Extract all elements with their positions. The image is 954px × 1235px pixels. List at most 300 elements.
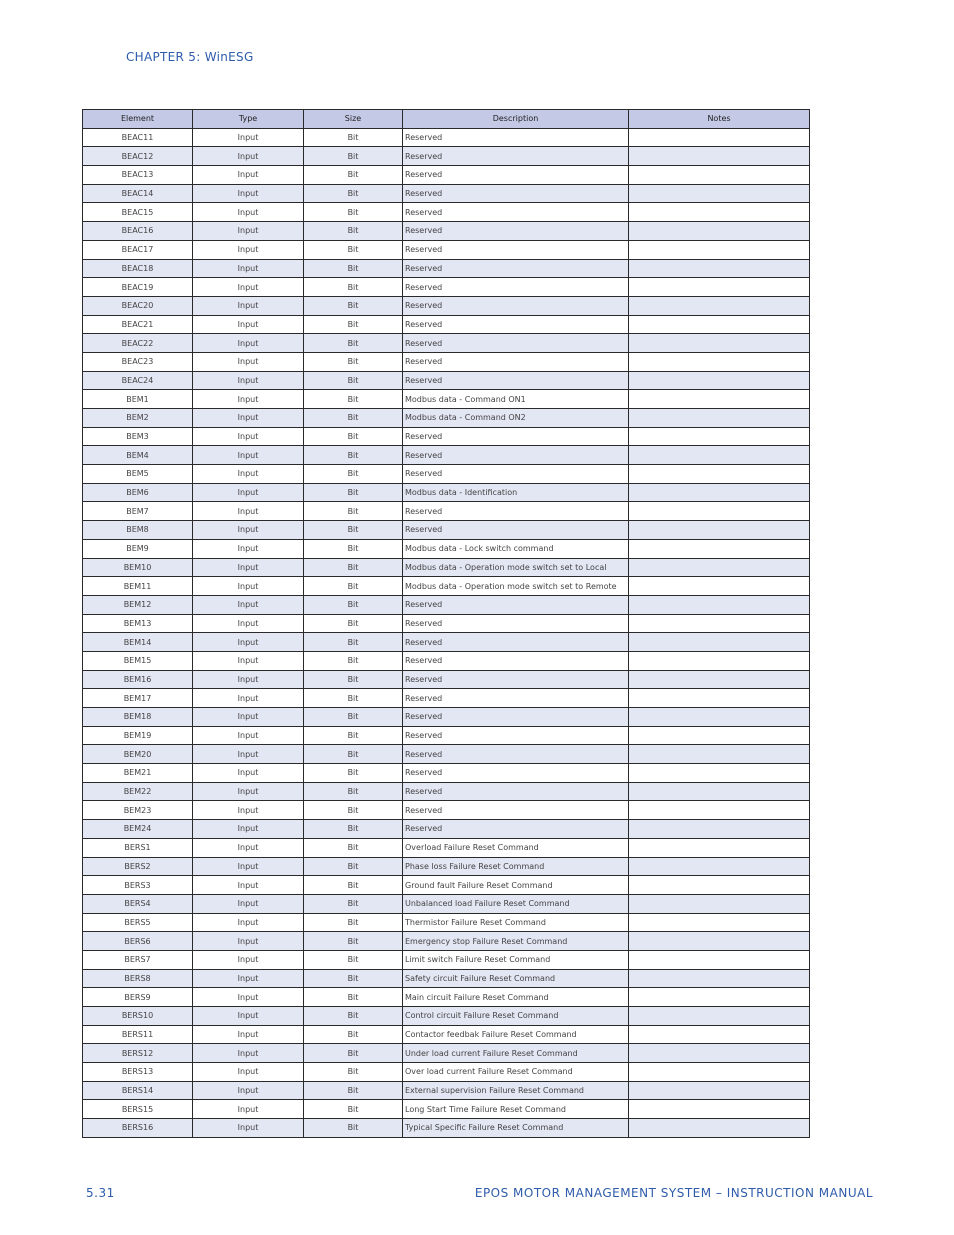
cell-description: Control circuit Failure Reset Command xyxy=(403,1007,629,1026)
cell-element: BEM3 xyxy=(83,427,193,446)
cell-element: BEM14 xyxy=(83,633,193,652)
cell-type: Input xyxy=(193,558,304,577)
table-row xyxy=(83,334,810,353)
cell-size: Bit xyxy=(304,913,403,932)
cell-element: BEM5 xyxy=(83,465,193,484)
cell-type: Input xyxy=(193,689,304,708)
cell-element: BEAC20 xyxy=(83,296,193,315)
table-row xyxy=(83,876,810,895)
cell-element: BERS3 xyxy=(83,876,193,895)
table-row xyxy=(83,446,810,465)
cell-element: BERS8 xyxy=(83,969,193,988)
table-row xyxy=(83,1044,810,1063)
cell-size: Bit xyxy=(304,334,403,353)
cell-type: Input xyxy=(193,764,304,783)
table-row xyxy=(83,502,810,521)
cell-notes xyxy=(629,334,810,353)
cell-description: Reserved xyxy=(403,670,629,689)
cell-element: BEM23 xyxy=(83,801,193,820)
cell-size: Bit xyxy=(304,521,403,540)
table-row xyxy=(83,633,810,652)
cell-notes xyxy=(629,1025,810,1044)
manual-title: EPOS MOTOR MANAGEMENT SYSTEM – INSTRUCTION MANUAL xyxy=(474,1186,873,1200)
cell-element: BEAC24 xyxy=(83,371,193,390)
cell-description: Reserved xyxy=(403,222,629,241)
cell-element: BEM13 xyxy=(83,614,193,633)
cell-notes xyxy=(629,595,810,614)
cell-type: Input xyxy=(193,352,304,371)
cell-type: Input xyxy=(193,240,304,259)
table-row xyxy=(83,969,810,988)
cell-notes xyxy=(629,614,810,633)
cell-type: Input xyxy=(193,1025,304,1044)
cell-type: Input xyxy=(193,708,304,727)
table-row xyxy=(83,1081,810,1100)
cell-type: Input xyxy=(193,427,304,446)
cell-description: Reserved xyxy=(403,166,629,185)
cell-type: Input xyxy=(193,651,304,670)
cell-size: Bit xyxy=(304,352,403,371)
cell-notes xyxy=(629,857,810,876)
cell-notes xyxy=(629,539,810,558)
table-row xyxy=(83,222,810,241)
cell-notes xyxy=(629,483,810,502)
cell-type: Input xyxy=(193,1044,304,1063)
table-row xyxy=(83,465,810,484)
cell-type: Input xyxy=(193,1081,304,1100)
cell-notes xyxy=(629,352,810,371)
cell-notes xyxy=(629,969,810,988)
table-row xyxy=(83,147,810,166)
cell-notes xyxy=(629,708,810,727)
cell-description: Modbus data - Operation mode switch set to Remote xyxy=(403,577,629,596)
cell-description: Reserved xyxy=(403,446,629,465)
cell-size: Bit xyxy=(304,577,403,596)
table-row xyxy=(83,483,810,502)
table-row xyxy=(83,1007,810,1026)
cell-description: Reserved xyxy=(403,334,629,353)
cell-size: Bit xyxy=(304,932,403,951)
table-header-row xyxy=(83,110,810,129)
cell-type: Input xyxy=(193,315,304,334)
cell-element: BEAC19 xyxy=(83,278,193,297)
table-row xyxy=(83,315,810,334)
cell-size: Bit xyxy=(304,539,403,558)
cell-description: Contactor feedbak Failure Reset Command xyxy=(403,1025,629,1044)
cell-type: Input xyxy=(193,1007,304,1026)
cell-description: Reserved xyxy=(403,651,629,670)
cell-element: BERS10 xyxy=(83,1007,193,1026)
table-row xyxy=(83,726,810,745)
cell-size: Bit xyxy=(304,633,403,652)
table-row xyxy=(83,1100,810,1119)
cell-size: Bit xyxy=(304,764,403,783)
cell-size: Bit xyxy=(304,1025,403,1044)
cell-description: Emergency stop Failure Reset Command xyxy=(403,932,629,951)
cell-description: Reserved xyxy=(403,502,629,521)
cell-element: BEM7 xyxy=(83,502,193,521)
column-header-description: Description xyxy=(403,110,629,129)
table-row xyxy=(83,1063,810,1082)
cell-description: Ground fault Failure Reset Command xyxy=(403,876,629,895)
cell-type: Input xyxy=(193,1063,304,1082)
table-row xyxy=(83,857,810,876)
cell-notes xyxy=(629,502,810,521)
cell-element: BEM20 xyxy=(83,745,193,764)
cell-description: Modbus data - Lock switch command xyxy=(403,539,629,558)
cell-element: BEM9 xyxy=(83,539,193,558)
cell-notes xyxy=(629,913,810,932)
cell-description: Reserved xyxy=(403,595,629,614)
cell-notes xyxy=(629,259,810,278)
cell-size: Bit xyxy=(304,184,403,203)
cell-element: BEAC15 xyxy=(83,203,193,222)
cell-element: BEM4 xyxy=(83,446,193,465)
cell-size: Bit xyxy=(304,670,403,689)
cell-size: Bit xyxy=(304,502,403,521)
cell-type: Input xyxy=(193,147,304,166)
table-row xyxy=(83,764,810,783)
cell-notes xyxy=(629,315,810,334)
cell-element: BERS7 xyxy=(83,950,193,969)
cell-notes xyxy=(629,950,810,969)
cell-description: Reserved xyxy=(403,315,629,334)
cell-type: Input xyxy=(193,577,304,596)
cell-type: Input xyxy=(193,670,304,689)
cell-size: Bit xyxy=(304,857,403,876)
cell-element: BEAC13 xyxy=(83,166,193,185)
cell-notes xyxy=(629,820,810,839)
cell-size: Bit xyxy=(304,1007,403,1026)
cell-type: Input xyxy=(193,502,304,521)
cell-type: Input xyxy=(193,726,304,745)
cell-description: Reserved xyxy=(403,147,629,166)
cell-size: Bit xyxy=(304,259,403,278)
cell-type: Input xyxy=(193,371,304,390)
cell-notes xyxy=(629,203,810,222)
cell-element: BEAC21 xyxy=(83,315,193,334)
cell-element: BEAC12 xyxy=(83,147,193,166)
cell-size: Bit xyxy=(304,409,403,428)
cell-description: Reserved xyxy=(403,296,629,315)
column-header-size: Size xyxy=(304,110,403,129)
cell-element: BEM21 xyxy=(83,764,193,783)
cell-size: Bit xyxy=(304,801,403,820)
table-row xyxy=(83,203,810,222)
cell-description: Reserved xyxy=(403,689,629,708)
table-row xyxy=(83,932,810,951)
cell-element: BEAC23 xyxy=(83,352,193,371)
cell-type: Input xyxy=(193,857,304,876)
cell-element: BEAC16 xyxy=(83,222,193,241)
cell-element: BEM19 xyxy=(83,726,193,745)
table-row xyxy=(83,240,810,259)
cell-size: Bit xyxy=(304,595,403,614)
cell-type: Input xyxy=(193,409,304,428)
cell-type: Input xyxy=(193,595,304,614)
table-row xyxy=(83,950,810,969)
cell-type: Input xyxy=(193,128,304,147)
cell-element: BEM24 xyxy=(83,820,193,839)
cell-description: Limit switch Failure Reset Command xyxy=(403,950,629,969)
cell-size: Bit xyxy=(304,128,403,147)
cell-notes xyxy=(629,409,810,428)
cell-size: Bit xyxy=(304,838,403,857)
table-row xyxy=(83,278,810,297)
cell-description: Overload Failure Reset Command xyxy=(403,838,629,857)
cell-description: Thermistor Failure Reset Command xyxy=(403,913,629,932)
cell-size: Bit xyxy=(304,614,403,633)
cell-element: BEM18 xyxy=(83,708,193,727)
cell-size: Bit xyxy=(304,483,403,502)
cell-description: Phase loss Failure Reset Command xyxy=(403,857,629,876)
table-row xyxy=(83,521,810,540)
cell-element: BEM8 xyxy=(83,521,193,540)
cell-element: BERS13 xyxy=(83,1063,193,1082)
cell-description: Safety circuit Failure Reset Command xyxy=(403,969,629,988)
cell-size: Bit xyxy=(304,240,403,259)
cell-description: Reserved xyxy=(403,371,629,390)
cell-size: Bit xyxy=(304,427,403,446)
cell-size: Bit xyxy=(304,446,403,465)
cell-element: BEM17 xyxy=(83,689,193,708)
cell-notes xyxy=(629,427,810,446)
cell-element: BERS9 xyxy=(83,988,193,1007)
cell-size: Bit xyxy=(304,147,403,166)
cell-size: Bit xyxy=(304,371,403,390)
cell-type: Input xyxy=(193,465,304,484)
cell-notes xyxy=(629,465,810,484)
cell-type: Input xyxy=(193,278,304,297)
cell-notes xyxy=(629,1081,810,1100)
cell-notes xyxy=(629,240,810,259)
cell-type: Input xyxy=(193,782,304,801)
table-row xyxy=(83,595,810,614)
cell-notes xyxy=(629,1007,810,1026)
cell-size: Bit xyxy=(304,708,403,727)
cell-description: Reserved xyxy=(403,708,629,727)
cell-description: Over load current Failure Reset Command xyxy=(403,1063,629,1082)
cell-notes xyxy=(629,838,810,857)
cell-description: Reserved xyxy=(403,614,629,633)
cell-size: Bit xyxy=(304,651,403,670)
table-row xyxy=(83,838,810,857)
table-row xyxy=(83,988,810,1007)
cell-notes xyxy=(629,988,810,1007)
cell-notes xyxy=(629,558,810,577)
cell-size: Bit xyxy=(304,166,403,185)
cell-size: Bit xyxy=(304,876,403,895)
table-row xyxy=(83,352,810,371)
cell-type: Input xyxy=(193,446,304,465)
cell-description: Reserved xyxy=(403,240,629,259)
cell-size: Bit xyxy=(304,820,403,839)
table-row xyxy=(83,371,810,390)
table-row xyxy=(83,913,810,932)
cell-description: Reserved xyxy=(403,764,629,783)
cell-description: Reserved xyxy=(403,352,629,371)
table-row xyxy=(83,801,810,820)
table-row xyxy=(83,708,810,727)
register-table xyxy=(82,109,810,1138)
cell-type: Input xyxy=(193,913,304,932)
cell-notes xyxy=(629,670,810,689)
cell-description: Unbalanced load Failure Reset Command xyxy=(403,894,629,913)
cell-size: Bit xyxy=(304,1100,403,1119)
cell-size: Bit xyxy=(304,1081,403,1100)
cell-description: Modbus data - Operation mode switch set to Local xyxy=(403,558,629,577)
cell-notes xyxy=(629,166,810,185)
cell-size: Bit xyxy=(304,782,403,801)
table-row xyxy=(83,427,810,446)
cell-type: Input xyxy=(193,166,304,185)
cell-notes xyxy=(629,371,810,390)
cell-size: Bit xyxy=(304,1063,403,1082)
table-row xyxy=(83,409,810,428)
cell-type: Input xyxy=(193,390,304,409)
table-row xyxy=(83,745,810,764)
cell-type: Input xyxy=(193,633,304,652)
cell-element: BERS5 xyxy=(83,913,193,932)
cell-type: Input xyxy=(193,838,304,857)
table-row xyxy=(83,184,810,203)
cell-type: Input xyxy=(193,203,304,222)
cell-element: BERS15 xyxy=(83,1100,193,1119)
cell-type: Input xyxy=(193,483,304,502)
table-row xyxy=(83,689,810,708)
table-row xyxy=(83,390,810,409)
cell-type: Input xyxy=(193,969,304,988)
cell-description: Main circuit Failure Reset Command xyxy=(403,988,629,1007)
cell-description: Reserved xyxy=(403,726,629,745)
cell-size: Bit xyxy=(304,278,403,297)
table-row xyxy=(83,539,810,558)
table-body xyxy=(83,128,810,1137)
cell-type: Input xyxy=(193,222,304,241)
cell-element: BEM2 xyxy=(83,409,193,428)
cell-element: BERS16 xyxy=(83,1119,193,1138)
cell-notes xyxy=(629,932,810,951)
table-row xyxy=(83,558,810,577)
column-header-type: Type xyxy=(193,110,304,129)
cell-element: BEAC11 xyxy=(83,128,193,147)
column-header-notes: Notes xyxy=(629,110,810,129)
cell-type: Input xyxy=(193,1119,304,1138)
table-row xyxy=(83,166,810,185)
cell-notes xyxy=(629,390,810,409)
cell-element: BEAC17 xyxy=(83,240,193,259)
cell-type: Input xyxy=(193,745,304,764)
cell-notes xyxy=(629,184,810,203)
cell-size: Bit xyxy=(304,465,403,484)
cell-type: Input xyxy=(193,1100,304,1119)
cell-type: Input xyxy=(193,184,304,203)
cell-size: Bit xyxy=(304,222,403,241)
cell-element: BEM6 xyxy=(83,483,193,502)
cell-type: Input xyxy=(193,539,304,558)
cell-type: Input xyxy=(193,614,304,633)
cell-description: Reserved xyxy=(403,184,629,203)
cell-notes xyxy=(629,1100,810,1119)
cell-description: Reserved xyxy=(403,278,629,297)
cell-element: BERS1 xyxy=(83,838,193,857)
cell-notes xyxy=(629,1044,810,1063)
table-row xyxy=(83,820,810,839)
cell-size: Bit xyxy=(304,745,403,764)
page-number: 5.31 xyxy=(86,1186,115,1200)
cell-size: Bit xyxy=(304,558,403,577)
cell-type: Input xyxy=(193,820,304,839)
cell-type: Input xyxy=(193,521,304,540)
cell-notes xyxy=(629,876,810,895)
cell-notes xyxy=(629,296,810,315)
cell-description: Reserved xyxy=(403,745,629,764)
cell-description: External supervision Failure Reset Command xyxy=(403,1081,629,1100)
cell-element: BEAC22 xyxy=(83,334,193,353)
cell-description: Under load current Failure Reset Command xyxy=(403,1044,629,1063)
cell-size: Bit xyxy=(304,1119,403,1138)
cell-notes xyxy=(629,801,810,820)
cell-type: Input xyxy=(193,950,304,969)
cell-description: Reserved xyxy=(403,128,629,147)
cell-type: Input xyxy=(193,801,304,820)
cell-description: Modbus data - Command ON2 xyxy=(403,409,629,428)
cell-type: Input xyxy=(193,876,304,895)
cell-type: Input xyxy=(193,296,304,315)
cell-description: Reserved xyxy=(403,259,629,278)
chapter-header: CHAPTER 5: WinESG xyxy=(126,50,254,64)
cell-type: Input xyxy=(193,334,304,353)
cell-element: BERS12 xyxy=(83,1044,193,1063)
cell-description: Long Start Time Failure Reset Command xyxy=(403,1100,629,1119)
cell-element: BERS6 xyxy=(83,932,193,951)
table-row xyxy=(83,670,810,689)
cell-description: Modbus data - Command ON1 xyxy=(403,390,629,409)
table-row xyxy=(83,651,810,670)
cell-description: Reserved xyxy=(403,465,629,484)
table-row xyxy=(83,128,810,147)
cell-element: BEM10 xyxy=(83,558,193,577)
table-row xyxy=(83,1119,810,1138)
cell-element: BERS14 xyxy=(83,1081,193,1100)
cell-element: BERS11 xyxy=(83,1025,193,1044)
cell-element: BEM1 xyxy=(83,390,193,409)
cell-description: Reserved xyxy=(403,633,629,652)
cell-description: Reserved xyxy=(403,801,629,820)
cell-notes xyxy=(629,446,810,465)
cell-notes xyxy=(629,745,810,764)
cell-notes xyxy=(629,577,810,596)
cell-notes xyxy=(629,222,810,241)
cell-element: BEAC14 xyxy=(83,184,193,203)
table-row xyxy=(83,296,810,315)
cell-notes xyxy=(629,633,810,652)
cell-element: BERS4 xyxy=(83,894,193,913)
table-row xyxy=(83,1025,810,1044)
cell-element: BERS2 xyxy=(83,857,193,876)
cell-description: Reserved xyxy=(403,427,629,446)
cell-description: Modbus data - Identification xyxy=(403,483,629,502)
table-row xyxy=(83,782,810,801)
cell-type: Input xyxy=(193,894,304,913)
cell-size: Bit xyxy=(304,1044,403,1063)
table-row xyxy=(83,259,810,278)
cell-notes xyxy=(629,1063,810,1082)
cell-notes xyxy=(629,278,810,297)
table-row xyxy=(83,577,810,596)
cell-notes xyxy=(629,521,810,540)
cell-description: Typical Specific Failure Reset Command xyxy=(403,1119,629,1138)
